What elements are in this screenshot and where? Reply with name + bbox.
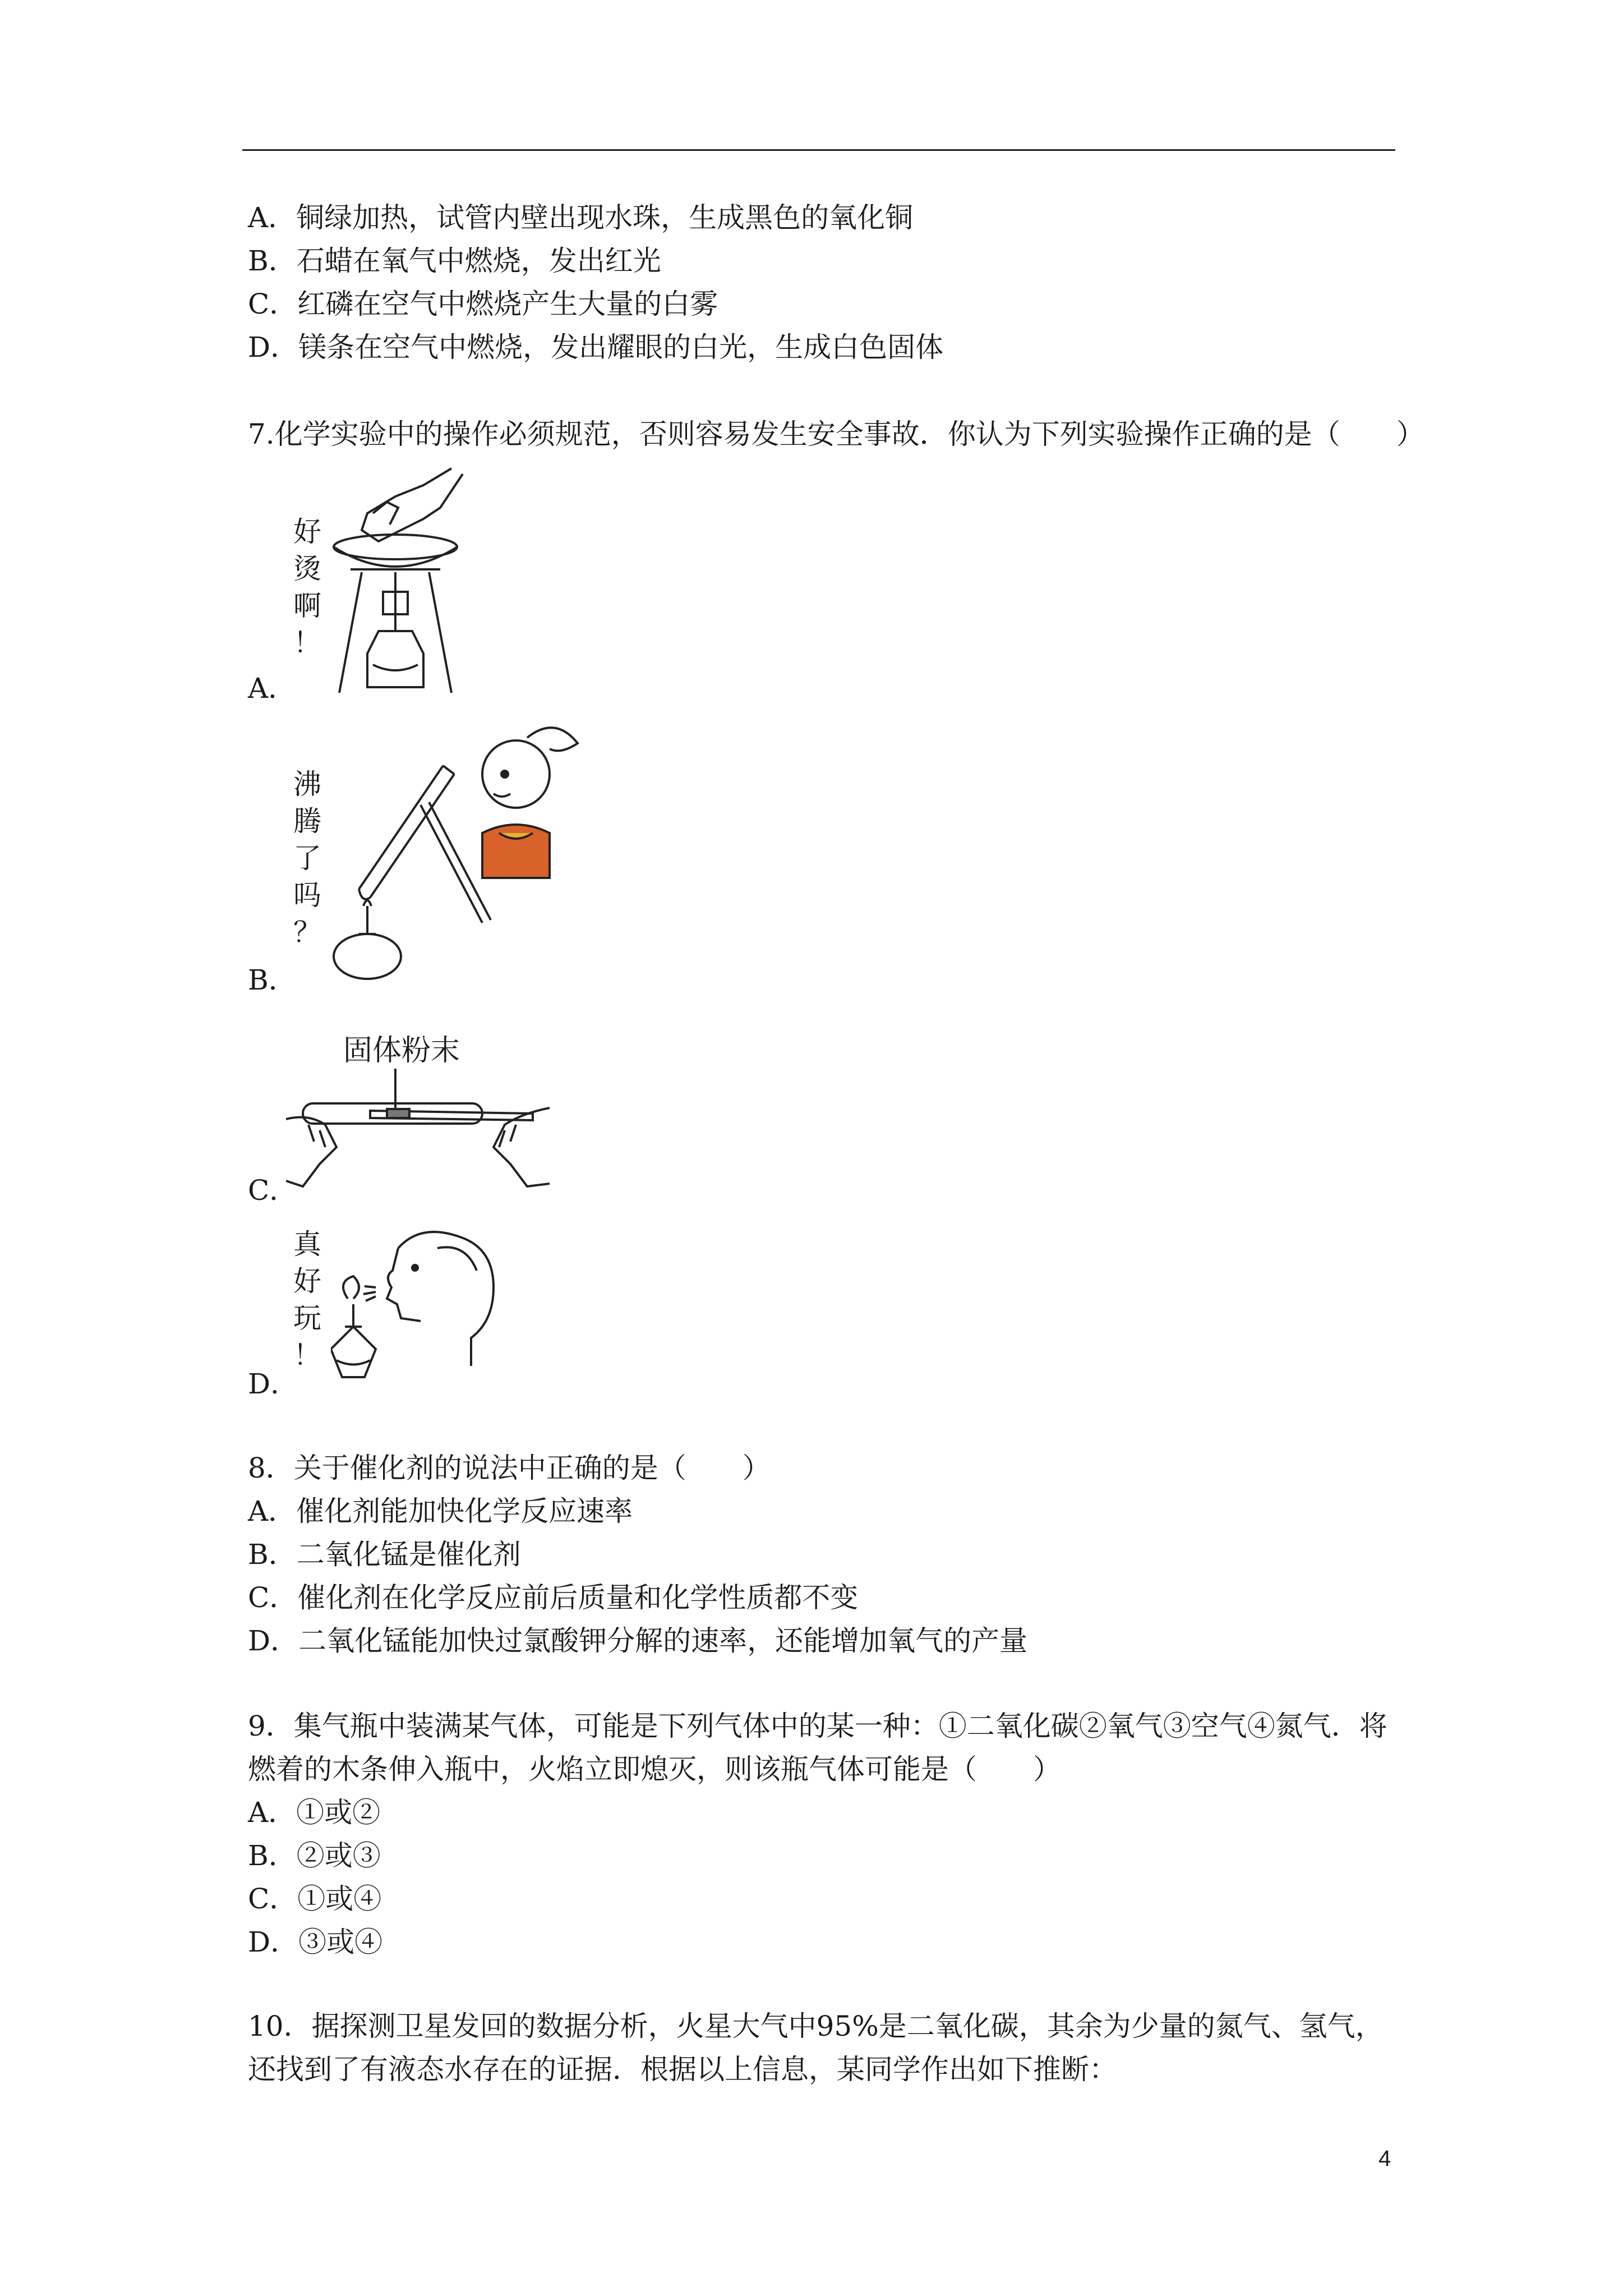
figure-d-alcohol-lamp xyxy=(331,1226,516,1388)
q9-option-d: D．③或④ xyxy=(248,1926,383,1958)
page-number: 4 xyxy=(1378,2146,1391,2171)
q8-option-b: B．二氧化锰是催化剂 xyxy=(248,1538,521,1571)
figure-d-bubble-char: 好 xyxy=(293,1265,321,1297)
figure-c-powder-tube xyxy=(286,1069,550,1203)
figure-b-test-tube-heating xyxy=(314,721,594,990)
q9-stem-line2: 燃着的木条伸入瓶中，火焰立即熄灭，则该瓶气体可能是（ ） xyxy=(248,1753,1061,1786)
figure-a-bubble-char: 烫 xyxy=(293,553,321,585)
q8-option-c: C．催化剂在化学反应前后质量和化学性质都不变 xyxy=(248,1581,859,1614)
q7-label-b: B． xyxy=(248,964,297,996)
figure-b-bubble-char: 了 xyxy=(293,842,321,875)
q9-stem-line1: 9．集气瓶中装满某气体，可能是下列气体中的某一种：①二氧化碳②氧气③空气④氮气．将 xyxy=(248,1710,1387,1742)
figure-b-bubble-char: 沸 xyxy=(293,768,321,800)
figure-b-bubble-char: ？ xyxy=(293,916,321,949)
q6-option-b: B．石蜡在氧气中燃烧，发出红光 xyxy=(248,245,661,277)
figure-b-bubble-char: 腾 xyxy=(293,805,321,838)
figure-b-bubble-char: 吗 xyxy=(293,879,321,912)
q10-line2: 还找到了有液态水存在的证据．根据以上信息，某同学作出如下推断： xyxy=(248,2053,1117,2086)
q6-option-d: D．镁条在空气中燃烧，发出耀眼的白光，生成白色固体 xyxy=(248,331,944,364)
figure-d-bubble-char: 玩 xyxy=(293,1302,321,1335)
figure-a-bubble xyxy=(291,513,324,661)
figure-b-bubble xyxy=(291,766,324,951)
q6-option-a: A．铜绿加热，试管内壁出现水珠，生成黑色的氧化铜 xyxy=(248,201,914,234)
figure-a-bubble-char: 好 xyxy=(293,516,321,548)
q7-label-c: C． xyxy=(248,1174,298,1207)
header-rule xyxy=(242,149,1395,151)
figure-a-bubble-char: 啊 xyxy=(293,590,321,622)
q9-option-b: B．②或③ xyxy=(248,1839,381,1872)
figure-d-bubble-char: ！ xyxy=(293,1339,321,1372)
q7-stem: 7.化学实验中的操作必须规范，否则容易发生安全事故．你认为下列实验操作正确的是（ ） xyxy=(248,418,1424,450)
q8-option-a: A．催化剂能加快化学反应速率 xyxy=(248,1495,633,1527)
q7-label-a: A． xyxy=(248,672,297,705)
figure-d-bubble-char: 真 xyxy=(293,1228,321,1260)
q9-option-c: C．①或④ xyxy=(248,1883,382,1915)
q10-line1: 10．据探测卫星发回的数据分析，火星大气中95%是二氧化碳，其余为少量的氮气、氢气， xyxy=(248,2010,1384,2042)
q8-stem: 8．关于催化剂的说法中正确的是（ ） xyxy=(248,1452,771,1484)
figure-c-caption: 固体粉末 xyxy=(343,1034,460,1068)
figure-a-bubble-char: ！ xyxy=(293,627,321,659)
figure-d-bubble xyxy=(291,1226,324,1374)
q6-option-c: C．红磷在空气中燃烧产生大量的白雾 xyxy=(248,288,718,320)
q7-label-d: D． xyxy=(248,1368,299,1400)
q8-option-d: D．二氧化锰能加快过氯酸钾分解的速率，还能增加氧气的产量 xyxy=(248,1625,1028,1657)
q9-option-a: A．①或② xyxy=(248,1796,381,1829)
